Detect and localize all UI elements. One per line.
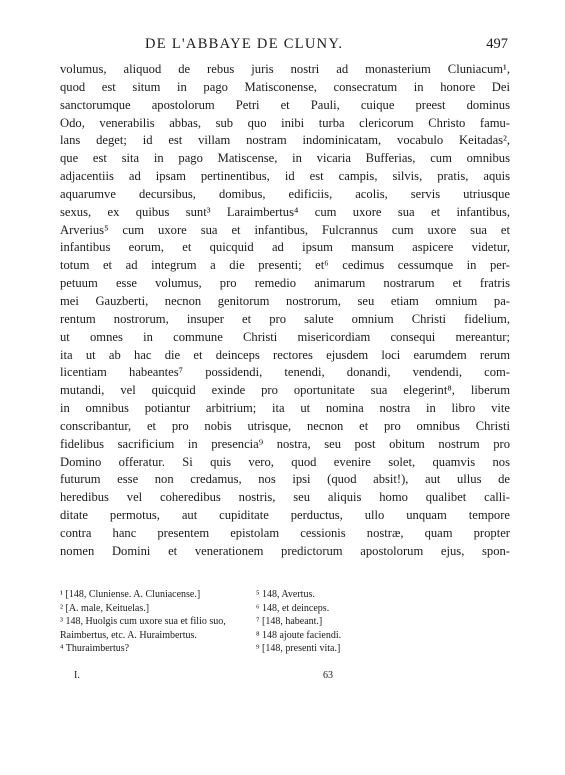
footnote: ² [A. male, Keituelas.] (60, 602, 150, 614)
body-line: futurum esse non credamus, nos ipsi (quod absit!), aut ullus de (60, 472, 510, 487)
body-line: ditate permotus, aut cupiditate perductus, ullo unquam tempore (60, 508, 510, 523)
footnote: ⁷ [148, habeant.] (256, 616, 323, 628)
body-line: mutandi, vel quicquid exinde pro oportunitate sua elegerint⁸, liberum (60, 383, 510, 398)
body-line: heredibus vel coheredibus nostris, seu aliquis homo qualibet calli- (60, 490, 510, 505)
body-line: ita ut ab hac die et deinceps rectores ejusdem loci earumdem rerum (60, 347, 510, 362)
body-line: infantibus eorum, et quicquid ad ipsum mansum aspicere videtur, (60, 240, 510, 255)
body-line: lans deget; id est villam nostram indominicatam, vocabulo Keitadas², (60, 133, 510, 148)
footnote: ¹ [148, Cluniense. A. Cluniacense.] (60, 589, 201, 600)
body-line: Odo, venerabilis abbas, sub quo inibi turba clericorum Christo famu- (60, 115, 510, 130)
body-line: licentiam habeantes⁷ possidendi, tenendi, donandi, vendendi, com- (60, 365, 510, 380)
footnotes-right-column (256, 588, 506, 656)
sheet-number: 63 (323, 670, 333, 681)
body-line: ut omnes in commune Christi misericordiam consequi mereantur; (60, 329, 510, 344)
footnote: ⁴ Thuraimbertus? (60, 643, 130, 655)
page-footer (60, 670, 510, 686)
body-line: Arverius⁵ cum uxore sua et infantibus, Fulcrannus cum uxore sua et (60, 222, 510, 237)
footnote: ³ 148, Huolgis cum uxore sua et filio suo, (60, 616, 226, 628)
signature-mark: I. (74, 670, 80, 681)
running-title: DE L'ABBAYE DE CLUNY. (145, 36, 344, 52)
body-line: sexus, ex quibus sunt³ Laraimbertus⁴ cum uxore sua et infantibus, (60, 204, 510, 219)
body-line: quod est situm in pago Matisconense, consecratum in honore Dei (60, 79, 510, 94)
body-line: contra hanc presentem epistolam cessionis nostræ, quam propter (60, 525, 510, 540)
charter-body-text (60, 61, 510, 561)
body-line: aquarumve decursibus, domibus, edificiis, acolis, servis utriusque (60, 186, 510, 201)
body-line: petuum esse volumus, pro remedio animarum nostrarum et fratris (60, 276, 510, 291)
page-header (60, 36, 508, 56)
body-line: Domino offeratur. Si quis vero, quod evenire solet, quamvis nos (60, 454, 510, 469)
body-line: fidelibus sacrificium in presencia⁹ nostra, seu post obitum nostrum pro (60, 436, 510, 451)
page-number: 497 (486, 36, 508, 52)
body-line: sanctorumque apostolorum Petri et Pauli, cuique preest dominus (60, 97, 510, 112)
body-line: adjacentiis ad ipsam pertinentibus, id est campis, silvis, pratis, aquis (60, 169, 510, 184)
body-line: rentum nostrorum, insuper et pro salute omnium Christi fidelium, (60, 311, 510, 326)
footnote: ⁹ [148, presenti vita.] (256, 643, 341, 655)
footnote-continuation: Raimbertus, etc. A. Huraimbertus. (60, 629, 197, 641)
body-line: nomen Domini et venerationem predictorum apostolorum ejus, spon- (60, 543, 510, 558)
body-line: totum et ad integrum a die presenti; et⁶ cedimus cessumque in per- (60, 258, 510, 273)
footnote: ⁵ 148, Avertus. (256, 589, 315, 600)
body-line: que est sita in pago Matiscense, in vicaria Bufferias, cum omnibus (60, 151, 510, 166)
body-line: conscribantur, et pro nobis utrisque, necnon et pro omnibus Christi (60, 418, 510, 433)
footnote: ⁸ 148 ajoute faciendi. (256, 629, 342, 641)
footnotes-left-column (60, 588, 275, 656)
body-line: in omnibus potiantur arbitrium; ita ut nomina nostra in libro vite (60, 401, 510, 416)
body-line: volumus, aliquod de rebus juris nostri ad monasterium Cluniacum¹, (60, 62, 510, 76)
footnote: ⁶ 148, et deinceps. (256, 602, 330, 614)
body-line: mei Gauzberti, necnon genitorum nostrorum, seu etiam omnium pa- (60, 293, 510, 308)
